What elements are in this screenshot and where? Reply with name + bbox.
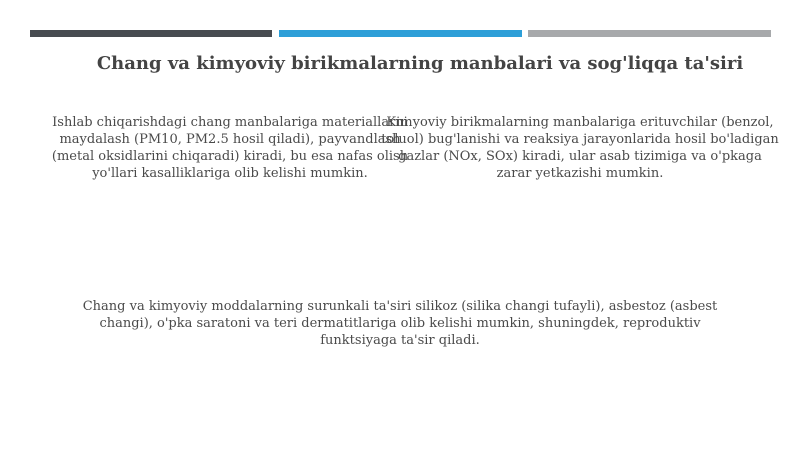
header-bar-blue [279,30,522,37]
header-bar-gray [528,30,771,37]
dust-sources-text: Ishlab chiqarishdagi chang manbalariga materiallarni maydalash (PM10, PM2.5 hosil qiladi), payvandlash (metal oksidlarini chiqaradi) kiradi, bu esa nafas olish yo'llari kasalliklariga olib kelishi mumkin. [51,115,409,181]
health-effects-text: Chang va kimyoviy moddalarning surunkali ta'siri silikoz (silika changi tufayli), asbestoz (asbest changi), o'pka saratoni va teri dermatitlariga olib kelishi mumkin, shuningdek, reproduktiv funktsiyaga ta'sir qiladi. [82,299,718,348]
header-bar-dark [30,30,272,37]
chemical-sources-text: Kimyoviy birikmalarning manbalariga erituvchilar (benzol, toluol) bug'lanishi va reaksiya jarayonlarida hosil bo'ladigan gazlar (NOx, SOx) kiradi, ular asab tizimiga va o'pkaga zarar yetkazishi mumkin. [381,115,779,181]
slide-title: Chang va kimyoviy birikmalarning manbalari va sog'liqqa ta'siri [96,53,744,74]
